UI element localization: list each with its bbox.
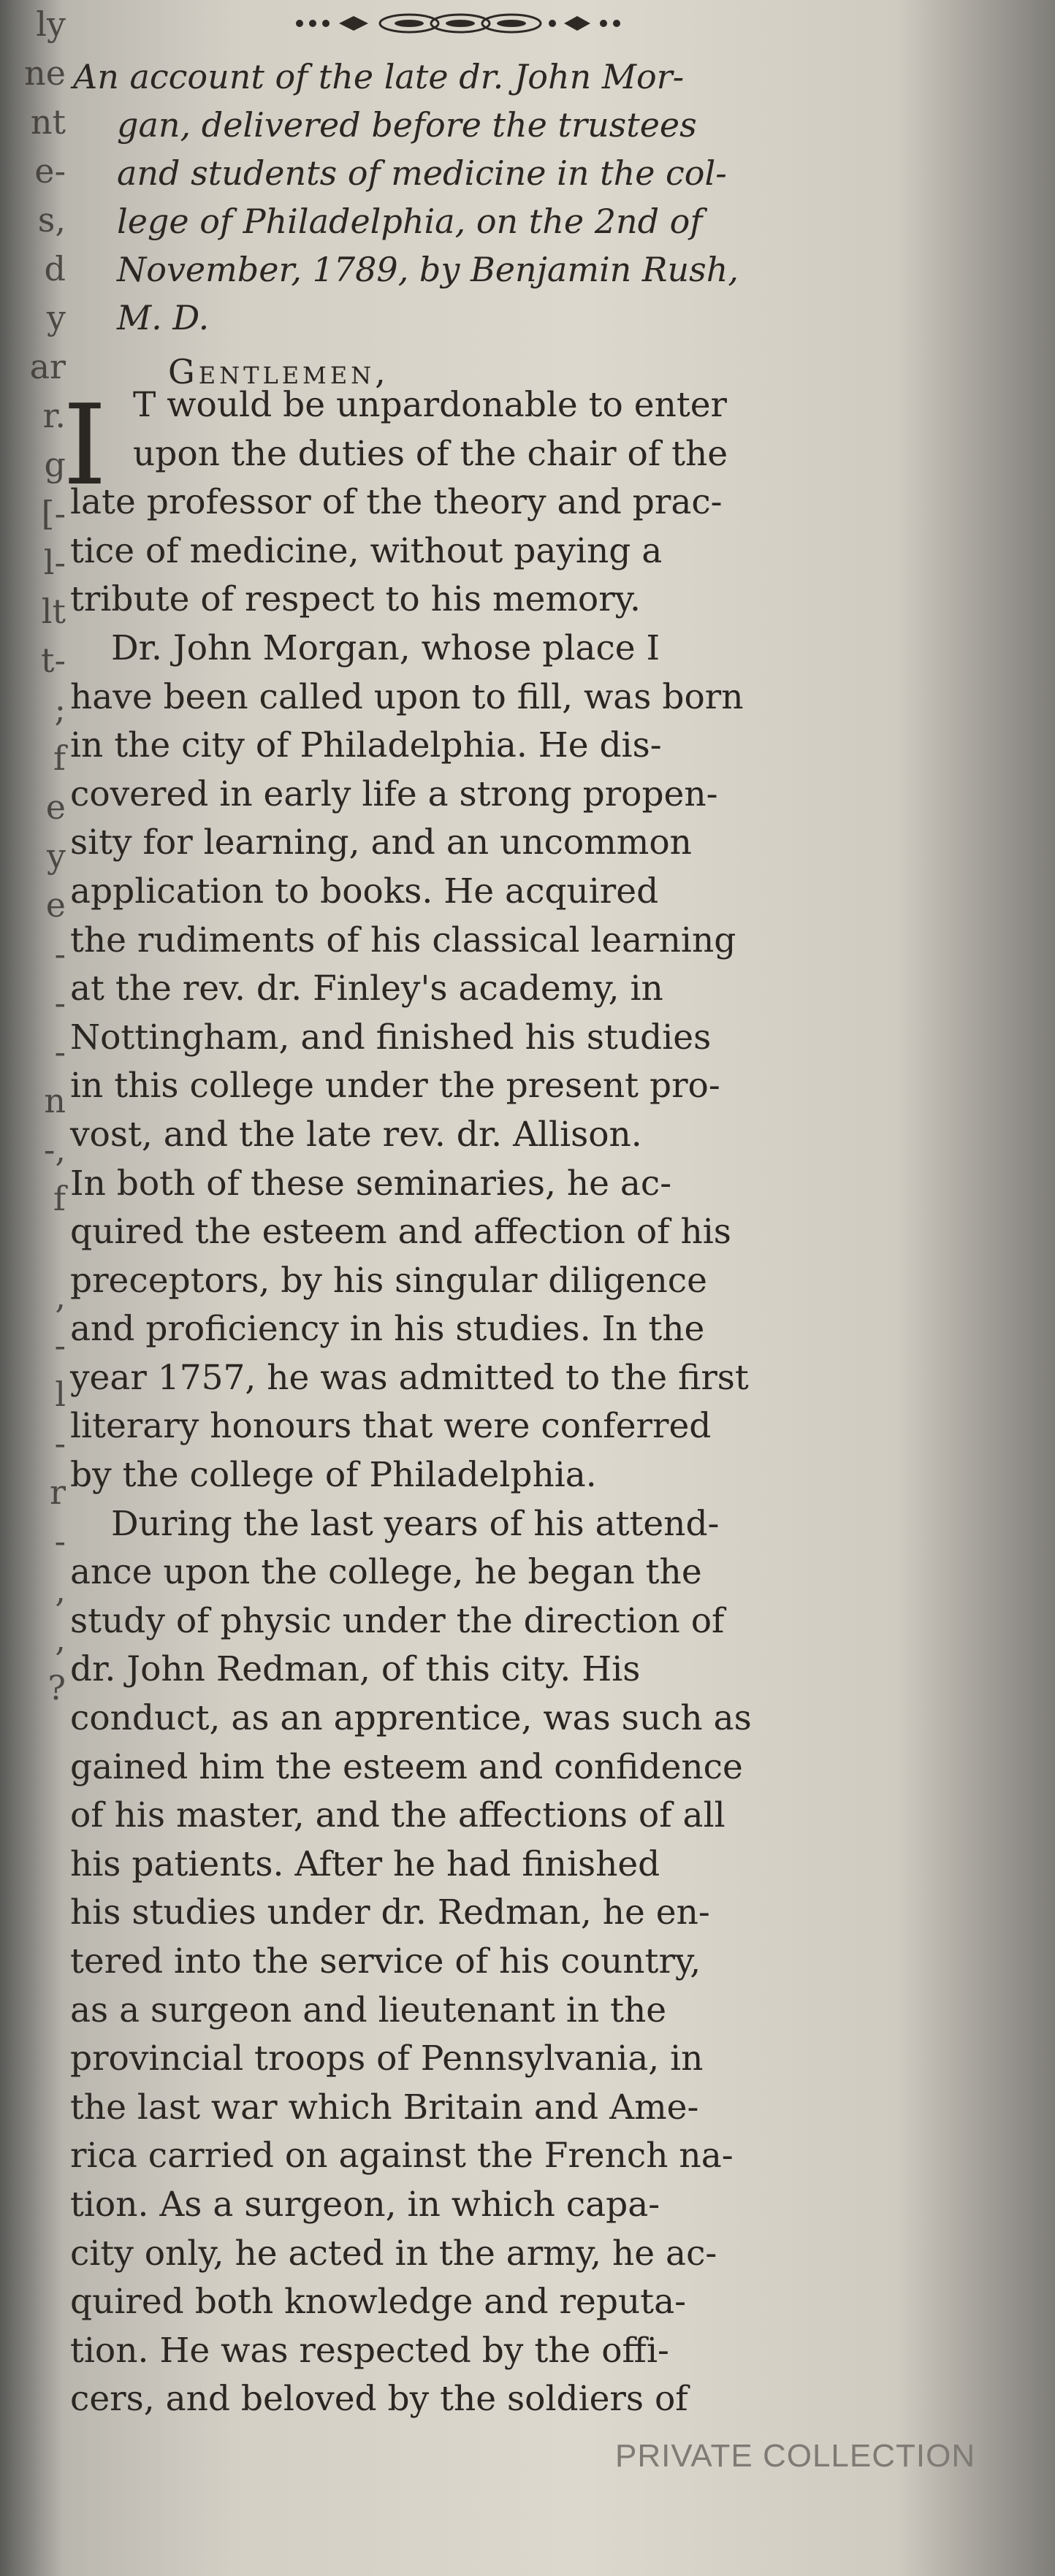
column-fragment: ? [47, 1668, 66, 1708]
column-fragment: l [55, 1375, 66, 1414]
column-fragment: n [44, 1081, 66, 1120]
text-line: city only, he acted in the army, he ac- [70, 2233, 717, 2274]
text-line: year 1757, he was admitted to the first [70, 1357, 749, 1398]
column-fragment: y [47, 836, 66, 876]
column-fragment [0, 2055, 66, 2104]
salutation: Gentlemen, [168, 352, 389, 391]
heading-line: An account of the late dr. John Mor- [73, 57, 685, 96]
text-line: quired both knowledge and reputa- [70, 2282, 686, 2323]
column-fragment: ne [24, 53, 66, 93]
text-line: rica carried on against the French na- [70, 2136, 734, 2176]
column-fragment [0, 1713, 66, 1762]
adjacent-column-fragments [0, 0, 66, 2349]
column-fragment: ; [54, 689, 66, 729]
column-fragment [0, 1762, 66, 1811]
text-line: tribute of respect to his memory. [70, 579, 641, 620]
column-fragment: e [45, 885, 66, 925]
column-fragment: s, [37, 200, 66, 240]
text-line: covered in early life a strong propen- [70, 773, 718, 814]
text-line: gained him the esteem and confidence [70, 1746, 743, 1787]
column-fragment: g [44, 445, 66, 484]
column-fragment [0, 1811, 66, 1860]
heading-line: lege of Philadelphia, on the 2nd of [117, 202, 703, 241]
column-fragment: - [54, 1032, 66, 1071]
column-fragment [0, 2202, 66, 2251]
text-line: vost, and the late rev. dr. Allison. [70, 1114, 642, 1155]
text-line: provincial troops of Pennsylvania, in [70, 2038, 704, 2079]
heading-line: and students of medicine in the col- [117, 153, 727, 193]
text-line: in the city of Philadelphia. He dis- [70, 725, 662, 766]
text-line: Dr. John Morgan, whose place I [111, 627, 660, 668]
column-fragment [0, 2104, 66, 2153]
ornament-divider [278, 6, 643, 41]
text-line: his studies under dr. Redman, he en- [70, 1892, 710, 1933]
text-line: the last war which Britain and Ame- [70, 2087, 699, 2128]
text-line: quired the esteem and affection of his [70, 1212, 731, 1253]
text-line: tered into the service of his country, [70, 1941, 701, 1981]
column-fragment: t- [40, 641, 66, 680]
column-fragment: nt [30, 102, 66, 142]
text-line: tion. He was respected by the offi- [70, 2330, 669, 2371]
column-fragment: r [50, 1472, 66, 1512]
text-line: the rudiments of his classical learning [70, 920, 736, 960]
column-fragment: d [44, 249, 66, 288]
column-fragment: - [54, 1326, 66, 1365]
heading-line: November, 1789, by Benjamin Rush, [117, 250, 739, 289]
heading-line: M. D. [117, 298, 210, 337]
column-fragment: , [55, 1619, 66, 1659]
text-line: sity for learning, and an uncommon [70, 822, 692, 863]
text-line: of his master, and the affections of all [70, 1795, 725, 1836]
article-heading [73, 53, 848, 342]
drop-cap: I [63, 381, 107, 510]
column-fragment: ar [29, 347, 66, 386]
article-body [70, 381, 845, 2424]
text-line: dr. John Redman, of this city. His [70, 1649, 641, 1690]
column-fragment [0, 2251, 66, 2300]
column-fragment: -, [43, 1130, 66, 1169]
text-line: have been called upon to fill, was born [70, 676, 744, 717]
column-fragment [0, 2153, 66, 2202]
column-fragment: - [54, 934, 66, 974]
text-line: conduct, as an apprentice, was such as [70, 1698, 752, 1739]
column-fragment: - [54, 1423, 66, 1463]
text-line: as a surgeon and lieutenant in the [70, 1990, 667, 2030]
text-line: late professor of the theory and prac- [70, 482, 723, 523]
text-line: T would be unpardonable to enter [133, 385, 728, 425]
text-line: preceptors, by his singular diligence [70, 1260, 707, 1301]
text-line: In both of these seminaries, he ac- [70, 1163, 672, 1204]
column-fragment [0, 1957, 66, 2006]
text-line: tice of medicine, without paying a [70, 530, 663, 571]
column-fragment [0, 2300, 66, 2349]
column-fragment [0, 1860, 66, 1908]
text-line: his patients. After he had finished [70, 1843, 660, 1884]
text-line: study of physic under the direction of [70, 1600, 725, 1641]
text-line: cers, and beloved by the soldiers of [70, 2379, 688, 2420]
column-fragment: f [53, 738, 66, 778]
column-fragment [0, 2006, 66, 2055]
column-fragment: lt [41, 592, 66, 631]
column-fragment: , [55, 1570, 66, 1610]
text-line: in this college under the present pro- [70, 1066, 720, 1107]
column-fragment: e- [34, 151, 66, 191]
column-fragment: - [54, 983, 66, 1023]
column-fragment: [- [41, 494, 66, 533]
column-fragment: y [47, 298, 66, 337]
column-fragment [0, 1223, 66, 1272]
text-line: ance upon the college, he began the [70, 1552, 702, 1593]
text-line: by the college of Philadelphia. [70, 1455, 597, 1496]
column-fragment [0, 1908, 66, 1957]
column-fragment: - [54, 1521, 66, 1561]
text-line: and proficiency in his studies. In the [70, 1309, 705, 1350]
text-line: upon the duties of the chair of the [133, 433, 728, 474]
column-fragment: r. [42, 396, 66, 435]
text-line: tion. As a surgeon, in which capa- [70, 2184, 660, 2225]
text-line: During the last years of his attend- [111, 1503, 720, 1544]
column-fragment: l- [43, 543, 66, 582]
text-line: Nottingham, and finished his studies [70, 1017, 712, 1058]
column-fragment: , [55, 1277, 66, 1316]
column-fragment: ly [36, 4, 66, 44]
column-fragment: f [53, 1179, 66, 1218]
text-line: application to books. He acquired [70, 871, 659, 911]
watermark: PRIVATE COLLECTION [615, 2438, 976, 2474]
heading-line: gan, delivered before the trustees [117, 105, 697, 145]
column-fragment: e [45, 787, 66, 827]
text-line: literary honours that were conferred [70, 1406, 712, 1447]
text-line: at the rev. dr. Finley's academy, in [70, 968, 663, 1009]
